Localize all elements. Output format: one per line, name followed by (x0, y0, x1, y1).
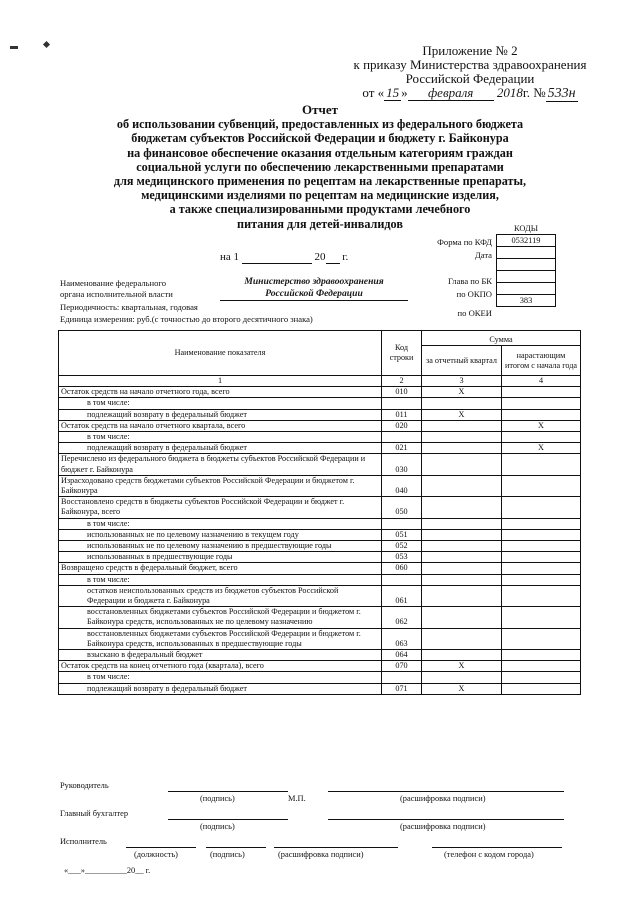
title-line: для медицинского применения по рецептам на лекарственные препараты, (113, 174, 527, 189)
col-header-sum: Сумма (422, 331, 581, 346)
row-code: 020 (382, 420, 422, 431)
scan-mark (43, 41, 50, 48)
table-body (59, 387, 581, 695)
row-cumulative-value (502, 628, 581, 649)
label-kfd: Форма по КФД (437, 237, 492, 247)
row-cumulative-value (502, 607, 581, 628)
order-line2: Российской Федерации (405, 71, 535, 86)
handwritten-order-number: 533н (547, 86, 576, 101)
row-code: 053 (382, 552, 422, 563)
row-code (382, 672, 422, 683)
codes-table (496, 223, 556, 307)
codes-labels (437, 236, 492, 320)
row-code: 064 (382, 650, 422, 661)
table-row (59, 672, 581, 683)
row-cumulative-value (502, 529, 581, 540)
row-name: Восстановлено средств в бюджеты субъектов Российской Федерации и бюджет г. Байконура, всего (59, 497, 382, 518)
handwritten-month: февраля (408, 86, 494, 101)
scan-mark (10, 46, 18, 49)
title-line: питания для детей-инвалидов (237, 216, 403, 231)
table-row (59, 432, 581, 443)
row-quarter-value (422, 497, 502, 518)
col-number: 1 (59, 376, 382, 387)
col-header-code: Код строки (382, 331, 422, 376)
row-cumulative-value (502, 574, 581, 585)
row-cumulative-value (502, 661, 581, 672)
row-name: взыскано в федеральный бюджет (59, 650, 382, 661)
row-cumulative-value (502, 650, 581, 661)
row-quarter-value (422, 607, 502, 628)
row-name: использованных не по целевому назначению в текущем году (59, 529, 382, 540)
row-cumulative-value (502, 475, 581, 496)
row-code: 051 (382, 529, 422, 540)
row-cumulative-value (502, 541, 581, 552)
row-code (382, 432, 422, 443)
row-cumulative-value (502, 497, 581, 518)
row-quarter-value (422, 552, 502, 563)
table-row (59, 650, 581, 661)
title-line: социальной услуги по обеспечению лекарственными препаратами (136, 159, 504, 174)
mp-label: М.П. (288, 794, 306, 803)
row-code: 060 (382, 563, 422, 574)
table-row (59, 552, 581, 563)
row-quarter-value (422, 398, 502, 409)
label-bk: Глава по БК (447, 276, 492, 286)
head-signature-caption: (подпись) (200, 794, 235, 803)
unit-of-measure: Единица измерения: руб.(с точностью до второго десятичного знака) (60, 314, 313, 324)
row-cumulative-value (502, 552, 581, 563)
row-quarter-value (422, 420, 502, 431)
row-code: 061 (382, 585, 422, 606)
row-name: подлежащий возврату в федеральный бюджет (59, 409, 382, 420)
row-quarter-value (422, 628, 502, 649)
col-number: 4 (502, 376, 581, 387)
code-kfd: 0532119 (497, 235, 556, 247)
col-number: 3 (422, 376, 502, 387)
head-label: Руководитель (60, 781, 109, 790)
code-okpo (497, 271, 556, 283)
row-cumulative-value (502, 398, 581, 409)
row-code: 062 (382, 607, 422, 628)
row-code: 071 (382, 683, 422, 694)
head-decoding-caption: (расшифровка подписи) (400, 794, 486, 803)
row-name: в том числе: (59, 672, 382, 683)
row-quarter-value (422, 529, 502, 540)
org-label: Наименование федерального органа исполнительной власти (60, 278, 173, 299)
row-name: Остаток средств на начало отчетного квартала, всего (59, 420, 382, 431)
row-code: 070 (382, 661, 422, 672)
row-quarter-value (422, 432, 502, 443)
row-quarter-value: X (422, 409, 502, 420)
row-name: Возвращено средств в федеральный бюджет, всего (59, 563, 382, 574)
handwritten-day: 15 (386, 85, 400, 100)
row-name: остатков неиспользованных средств из бюджетов субъектов Российской Федерации и бюджета г. Байконура (59, 585, 382, 606)
row-code: 021 (382, 443, 422, 454)
table-row (59, 409, 581, 420)
executor-label: Исполнитель (60, 837, 107, 846)
row-quarter-value: X (422, 683, 502, 694)
row-cumulative-value (502, 683, 581, 694)
row-cumulative-value (502, 387, 581, 398)
row-name: в том числе: (59, 432, 382, 443)
row-cumulative-value (502, 518, 581, 529)
order-date-line: от « 15 » февраля 2018г. № 533н (362, 85, 576, 101)
chief-decoding-caption: (расшифровка подписи) (400, 822, 486, 831)
code-okei: 383 (497, 295, 556, 307)
periodicity: Периодичность: квартальная, годовая (60, 302, 198, 312)
report-date-field: на 1 20 г. (220, 251, 349, 263)
label-date: Дата (474, 250, 492, 260)
title-line: об использовании субвенций, предоставленных из федерального бюджета (116, 117, 524, 132)
row-name: в том числе: (59, 398, 382, 409)
row-name: использованных в предшествующие годы (59, 552, 382, 563)
title-line: бюджетам субъектов Российской Федерации и бюджету г. Байконура (131, 131, 509, 146)
row-name: подлежащий возврату в федеральный бюджет (59, 683, 382, 694)
row-quarter-value (422, 541, 502, 552)
title-line: а также специализированными продуктами лечебного (169, 202, 471, 217)
row-quarter-value (422, 672, 502, 683)
row-name: Остаток средств на конец отчетного года (квартала), всего (59, 661, 382, 672)
org-value: Министерство здравоохранения Российской Федерации (220, 276, 408, 301)
table-row (59, 475, 581, 496)
table-row (59, 661, 581, 672)
chief-accountant-label: Главный бухгалтер (60, 809, 129, 818)
row-name: Израсходовано средств бюджетами субъектов Российской Федерации и бюджетом г. Байконура (59, 475, 382, 496)
row-code (382, 574, 422, 585)
code-bk (497, 259, 556, 271)
executor-signature-caption: (подпись) (210, 850, 245, 859)
row-quarter-value (422, 563, 502, 574)
row-name: Остаток средств на начало отчетного года, всего (59, 387, 382, 398)
title-line: медицинскими изделиями по рецептам на медицинские изделия, (141, 188, 499, 203)
col-header-name: Наименование показателя (59, 331, 382, 376)
handwritten-year: 2018 (496, 85, 523, 100)
row-name: восстановленных бюджетами субъектов Российской Федерации и бюджетом г. Байконура средств, использованных не по целевому назначению (59, 607, 382, 628)
executor-position-caption: (должность) (134, 850, 178, 859)
col-number: 2 (382, 376, 422, 387)
table-row (59, 387, 581, 398)
table-row (59, 454, 581, 475)
col-header-quarter: за отчетный квартал (422, 346, 502, 376)
row-code: 030 (382, 454, 422, 475)
executor-phone-caption: (телефон с кодом города) (444, 850, 534, 859)
report-table (58, 330, 581, 695)
codes-header: КОДЫ (497, 223, 556, 235)
row-quarter-value: X (422, 387, 502, 398)
executor-decoding-caption: (расшифровка подписи) (278, 850, 364, 859)
row-name: в том числе: (59, 574, 382, 585)
table-row (59, 541, 581, 552)
table-row (59, 683, 581, 694)
row-code (382, 398, 422, 409)
row-cumulative-value (502, 585, 581, 606)
table-row (59, 574, 581, 585)
row-cumulative-value: X (502, 420, 581, 431)
row-cumulative-value (502, 563, 581, 574)
title-line: Отчет (302, 102, 338, 117)
row-quarter-value (422, 454, 502, 475)
row-code: 063 (382, 628, 422, 649)
title-line: на финансовое обеспечение оказания отдельным категориям граждан (127, 145, 513, 160)
table-row (59, 607, 581, 628)
row-quarter-value: X (422, 661, 502, 672)
label-okei: по ОКЕИ (457, 308, 492, 318)
signature-block (60, 781, 620, 881)
order-line1: к приказу Министерства здравоохранения (353, 57, 587, 72)
row-quarter-value (422, 585, 502, 606)
row-name: подлежащий возврату в федеральный бюджет (59, 443, 382, 454)
report-title (40, 103, 600, 231)
signature-date-line: «___»__________20__ г. (64, 866, 151, 875)
table-row (59, 563, 581, 574)
col-header-cumulative: нарастающим итогом с начала года (502, 346, 581, 376)
row-code (382, 518, 422, 529)
row-name: в том числе: (59, 518, 382, 529)
table-row (59, 497, 581, 518)
row-quarter-value (422, 650, 502, 661)
label-okpo: по ОКПО (456, 289, 492, 299)
table-row (59, 518, 581, 529)
row-quarter-value (422, 443, 502, 454)
row-code: 011 (382, 409, 422, 420)
row-code: 010 (382, 387, 422, 398)
row-code: 050 (382, 497, 422, 518)
row-cumulative-value (502, 672, 581, 683)
row-name: восстановленных бюджетами субъектов Российской Федерации и бюджетом г. Байконура средств, использованных в предшествующие годы (59, 628, 382, 649)
row-quarter-value (422, 518, 502, 529)
row-cumulative-value (502, 409, 581, 420)
table-row (59, 628, 581, 649)
row-name: использованных не по целевому назначению в предшествующие годы (59, 541, 382, 552)
row-cumulative-value (502, 432, 581, 443)
appendix-block (330, 44, 610, 101)
row-code: 052 (382, 541, 422, 552)
appendix-title: Приложение № 2 (422, 43, 518, 58)
row-name: Перечислено из федерального бюджета в бюджеты субъектов Российской Федерации и бюджет г. Байконура (59, 454, 382, 475)
code-empty (497, 283, 556, 295)
table-row (59, 585, 581, 606)
code-date (497, 247, 556, 259)
row-code: 040 (382, 475, 422, 496)
chief-signature-caption: (подпись) (200, 822, 235, 831)
table-row (59, 529, 581, 540)
row-quarter-value (422, 574, 502, 585)
table-row (59, 398, 581, 409)
table-row (59, 420, 581, 431)
row-cumulative-value (502, 454, 581, 475)
table-row (59, 443, 581, 454)
row-cumulative-value: X (502, 443, 581, 454)
row-quarter-value (422, 475, 502, 496)
